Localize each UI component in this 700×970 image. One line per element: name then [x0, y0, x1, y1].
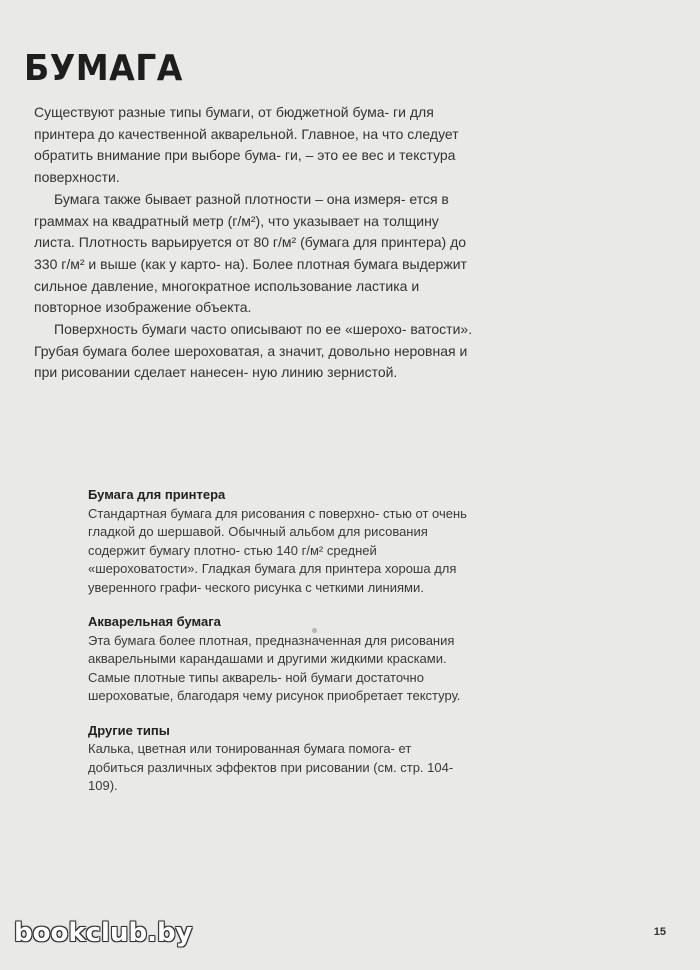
paper-type-other [88, 722, 468, 796]
paper-type-description: Калька, цветная или тонированная бумага помога- ет добиться различных эффектов при рисовании (см. стр. 104-109). [88, 741, 454, 793]
paper-type-watercolor [88, 613, 468, 706]
page-title: БУМАГА [24, 48, 183, 89]
intro-paragraph-1: Существуют разные типы бумаги, от бюджетной бума- ги для принтера до качественной акварельной. Главное, на что следует обратить внимание при выборе бума- ги, – это ее вес и текстура поверхности. [34, 104, 459, 186]
page-number: 15 [653, 926, 666, 938]
intro-paragraph-3: Поверхность бумаги часто описывают по ее «шерохо- ватости». Грубая бумага более шероховатая, а значит, довольно неровная и при рисовании сделает нанесен- ную линию зернистой. [34, 321, 473, 381]
paper-type-heading: Другие типы [88, 722, 170, 738]
paper-type-heading: Акварельная бумага [88, 614, 221, 629]
decorative-dot [312, 628, 317, 633]
intro-paragraph-2: Бумага также бывает разной плотности – она измеря- ется в граммах на квадратный метр (г/м²), что указывает на толщину листа. Плотность варьируется от 80 г/м² (бумага для принтера) до 330 г/м² и выше (как у карто- на). Более плотная бумага выдержит сильное давление, многократное использование ластика и повторное изображение объекта. [34, 190, 467, 316]
paper-type-description: Эта бумага более плотная, предназначенная для рисования акварельными карандашами и другими жидкими красками. Самые плотные типы акварель- ной бумаги достаточно шероховатые, благодаря чему рисунок приобретает текстуру. [88, 632, 461, 703]
paper-type-heading: Бумага для принтера [88, 487, 226, 502]
paper-type-description: Стандартная бумага для рисования с поверхно- стью от очень гладкой до шершавой. Обычный альбом для рисования содержит бумагу плотно- стью 140 г/м² средней «шероховатости». Гладкая бумага для принтера хороша для уверенного графи- ческого рисунка с четкими линиями. [88, 505, 467, 595]
intro-text [34, 102, 474, 384]
paper-type-printer [88, 486, 468, 597]
paper-types-list [88, 486, 468, 812]
watermark: bookclub.by [14, 918, 193, 948]
